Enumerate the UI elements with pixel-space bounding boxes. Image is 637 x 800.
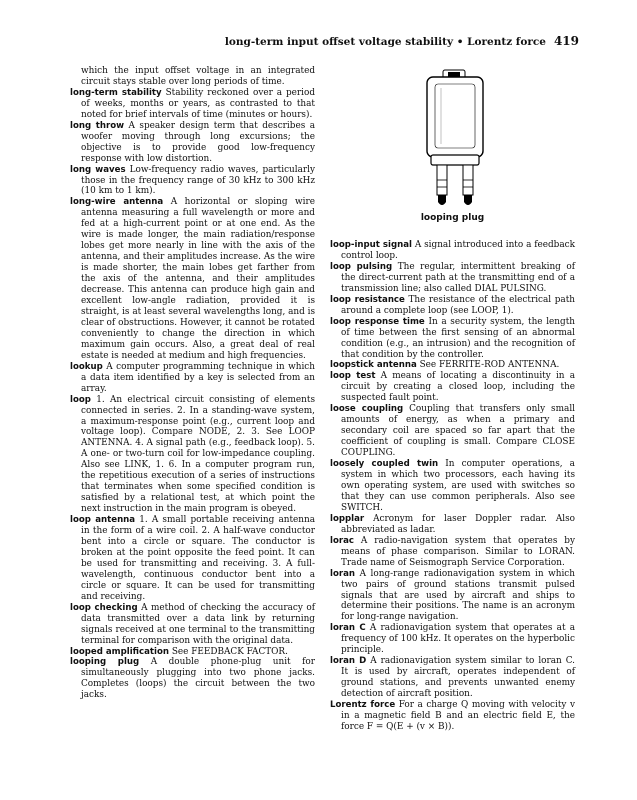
dictionary-entry (70, 197, 315, 361)
entry-definition: A means of locating a discontinuity in a circuit by creating a closed loop, including the suspected fault point. (341, 371, 575, 404)
left-column (70, 66, 315, 701)
entry-definition: A horizontal or sloping wire antenna measuring a full wavelength or more and fed at a high-current point or at one end. As the wire is made longer, the main radiation/response lobes get more nearly in line with the axis of the antenna, and their amplitudes increase. As the wire is made shorter, the main lobes get farther from the axis of the antenna, and their amplitudes decrease. This antenna can produce high gain and excellent low-angle radiation, provided it is straight, is at least several wavelengths long, and is clear of obstructions. However, it cannot be rotated conveniently to change the direction in which maximum gain occurs. Also, a great deal of real estate is needed at medium and high frequencies. (81, 197, 316, 361)
entry-term: loop test (330, 371, 376, 382)
dictionary-entry (70, 647, 315, 658)
entry-term: long throw (70, 120, 125, 131)
dictionary-entry (70, 515, 315, 603)
dictionary-entry (330, 536, 575, 569)
entry-term: looping plug (70, 657, 140, 668)
entry-term: loopstick antenna (330, 360, 417, 371)
dictionary-entry (70, 362, 315, 395)
entry-definition: Acronym for laser Doppler radar. Also abbreviated as ladar. (341, 513, 575, 535)
dictionary-entry (330, 459, 575, 514)
entry-definition: A long-range radionavigation system in which two pairs of ground stations transmit pulsed signals that are used by aircraft and ships to determine their positions. The name is an acronym for long-range navigation. (341, 568, 575, 623)
entry-definition: In a security system, the length of time between the first sensing of an abnormal condition (e.g., an intrusion) and the recognition of that condition by the controller. (341, 316, 575, 360)
entry-term: lookup (70, 361, 103, 372)
entry-definition: The regular, intermittent breaking of the direct-current path at the transmitting end of a transmission line; also called DIAL PULSING. (341, 261, 576, 294)
entry-definition: See FERRITE-ROD ANTENNA. (419, 360, 560, 371)
dictionary-entry (330, 295, 575, 317)
dictionary-entry (330, 656, 575, 700)
running-header (225, 34, 579, 48)
dictionary-entry (330, 317, 575, 361)
entry-term: loop response time (330, 316, 425, 327)
dictionary-entry (70, 603, 315, 647)
entry-term: looped amplification (70, 646, 170, 657)
dictionary-entry (70, 657, 315, 701)
dictionary-entry (330, 262, 575, 295)
entry-term: loosely coupled twin (330, 459, 439, 470)
dictionary-entry (70, 395, 315, 515)
entry-term: loose coupling (330, 404, 404, 415)
looping-plug-illustration (405, 62, 505, 212)
entry-term: loran (330, 568, 356, 579)
entry-term: long-wire antenna (70, 197, 164, 208)
entry-term: loop antenna (70, 515, 136, 526)
entry-definition: A radio-navigation system that operates by means of phase comparison. Similar to LORAN. Trade name of Seismograph Service Corporation. (341, 535, 575, 568)
entry-definition: Low-frequency radio waves, particularly those in the frequency range of 30 kHz to 300 kHz (10 km to 1 km). (81, 164, 315, 197)
running-title: long-term input offset voltage stability • Lorentz force (224, 36, 546, 48)
entry-term: long-term stability (70, 87, 162, 98)
dictionary-entry (330, 623, 575, 656)
dictionary-entry (70, 165, 315, 198)
dictionary-entry (330, 700, 575, 733)
entry-definition: Coupling that transfers only small amounts of energy, as when a primary and secondary coil are spaced so far apart that the coefficient of coupling is small. Compare CLOSE COUPLING. (341, 404, 575, 459)
dictionary-entry (70, 88, 315, 121)
entry-definition: A signal introduced into a feedback control loop. (341, 240, 575, 261)
right-column (330, 240, 575, 733)
entry-definition: The resistance of the electrical path around a complete loop (see LOOP, 1). (341, 294, 575, 316)
entry-term: loop pulsing (330, 261, 393, 272)
entry-definition: For a charge Q moving with velocity v in a magnetic field B and an electric field E, the force F = Q(E + (v × B)). (341, 700, 575, 732)
looping-plug-icon (405, 62, 505, 212)
dictionary-entry (330, 240, 575, 262)
entry-term: loop-input signal (330, 240, 413, 250)
entry-definition: Stability reckoned over a period of weeks, months or years, as contrasted to that noted for brief intervals of time (minutes or hours). (81, 87, 316, 120)
entry-term: loran D (330, 656, 367, 667)
entry-term: loop resistance (330, 294, 405, 305)
entry-definition: 1. An electrical circuit consisting of elements connected in series. 2. In a standing-wave system, a maximum-response point (e.g., current loop and voltage loop). Compare NODE, 2. 3. See LOOP ANTENNA. 4. A signal path (e.g., feedback loop). 5. A one- or two-turn coil for low-impedance coupling. Also see LINK, 1. 6. In a computer program run, the repetitious execution of a series of instructions that terminates when some specified condition is satisfied by a relational test, at which point the next instruction in the main program is obeyed. (81, 394, 315, 515)
dictionary-entry (330, 360, 575, 371)
entry-term: loran C (330, 623, 366, 634)
dictionary-entry (330, 371, 575, 404)
figure-caption: looping plug (420, 213, 485, 223)
entry-definition: A method of checking the accuracy of data transmitted over a data link by returning signals received at one terminal to the transmitting terminal for comparison with the original data. (81, 602, 315, 646)
entry-term: loop (70, 394, 91, 405)
entry-term: long waves (70, 164, 126, 175)
entry-definition: See FEEDBACK FACTOR. (171, 646, 288, 657)
entry-term: Lorentz force (330, 700, 396, 711)
entry-definition: A radionavigation system that operates at a frequency of 100 kHz. It operates on the hyperbolic principle. (341, 623, 575, 656)
dictionary-entry (330, 514, 575, 536)
entry-definition: A computer programming technique in which a data item identified by a key is selected from an array. (81, 361, 315, 394)
entry-definition: A speaker design term that describes a woofer moving through long excursions; the objective is to provide good low-frequency response with low distortion. (81, 120, 315, 164)
dictionary-entry (70, 121, 315, 165)
entry-term: lopplar (330, 513, 365, 524)
entry-definition: A radionavigation system similar to loran C. It is used by aircraft, operates independent of ground stations, and prevents unwanted enemy detection of aircraft position. (341, 656, 575, 700)
entry-definition: 1. A small portable receiving antenna in the form of a wire coil. 2. A half-wave conductor bent into a circle or square. The conductor is broken at the point opposite the feed point. It can be used for transmitting and receiving. 3. A full-wavelength, continuous conductor bent into a circle or square. It can be used for transmitting and receiving. (81, 515, 315, 602)
dictionary-entry (330, 569, 575, 624)
entry-definition: which the input offset voltage in an integrated circuit stays stable over long periods of time. (81, 66, 315, 87)
page-number: 419 (553, 34, 579, 48)
entry-term: loop checking (70, 602, 138, 613)
dictionary-entry (70, 66, 315, 88)
entry-term: lorac (330, 535, 354, 546)
entry-definition: In computer operations, a system in which two processors, each having its own operating system, are used with switches so that they can use common peripherals. Also see SWITCH. (341, 459, 575, 513)
dictionary-entry (330, 404, 575, 459)
entry-definition: A double phone-plug unit for simultaneously plugging into two phone jacks. Completes (loops) the circuit between the two jacks. (81, 657, 315, 701)
